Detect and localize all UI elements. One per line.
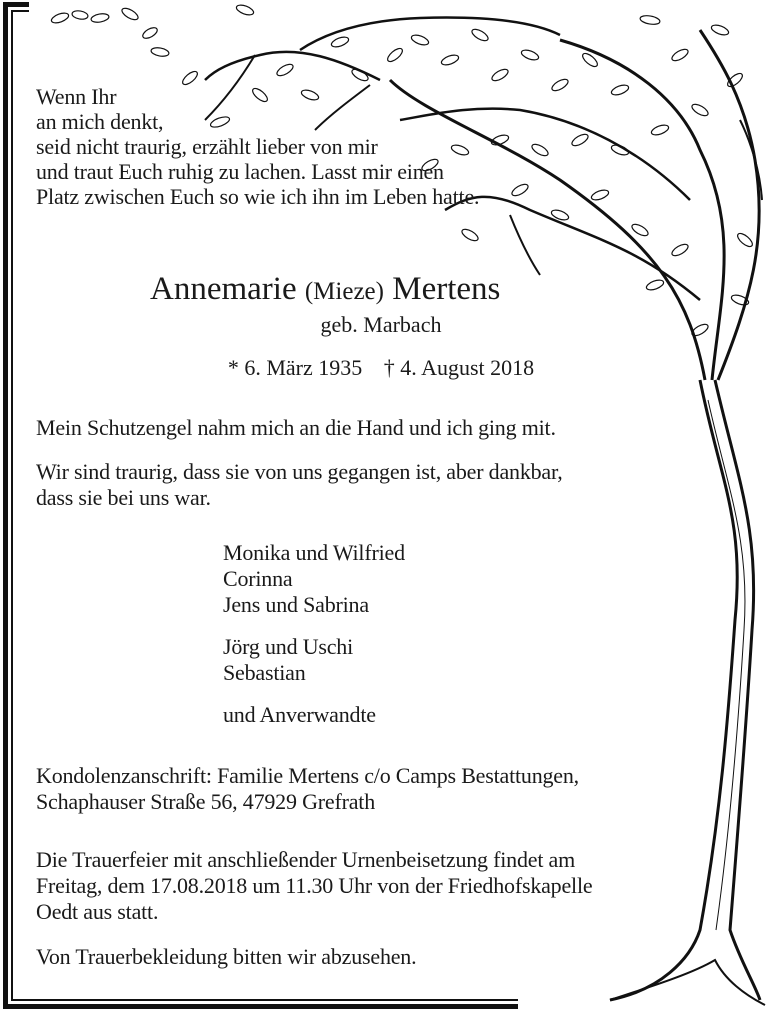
birth-name: geb. Marbach [320,312,442,337]
first-name: Annemarie [150,271,297,307]
message-line: Wir sind traurig, dass sie von uns gegangen ist, aber dankbar, [36,459,563,484]
poem-line: Wenn Ihr [36,84,117,109]
family-member: Jens und Sabrina [223,592,369,617]
family-member: Sebastian [223,660,306,685]
death-date: † 4. August 2018 [383,355,535,380]
service-line: Die Trauerfeier mit anschließender Urnenbeisetzung findet am [36,847,576,872]
family-member: und Anverwandte [223,702,376,727]
condolence-line: Kondolenzanschrift: Familie Mertens c/o Camps Bestattungen, [36,763,579,788]
poem-line: Platz zwischen Euch so wie ich ihn im Leben hatte. [36,184,480,209]
family-member: Jörg und Uschi [223,634,354,659]
poem-block [36,84,479,209]
closing-note: Von Trauerbekleidung bitten wir abzusehen. [36,944,417,969]
quote-text: Mein Schutzengel nahm mich an die Hand und ich ging mit. [36,415,556,440]
life-dates [150,355,612,381]
deceased-name [150,270,500,311]
service-line: Freitag, dem 17.08.2018 um 11.30 Uhr von der Friedhofskapelle [36,873,593,898]
birth-date: * 6. März 1935 [227,355,363,380]
poem-line: und traut Euch ruhig zu lachen. Lasst mir einen [36,159,444,184]
family-member: Corinna [223,566,293,591]
service-line: Oedt aus statt. [36,899,159,924]
condolence-line: Schaphauser Straße 56, 47929 Grefrath [36,789,375,814]
nickname: (Mieze) [304,278,384,305]
poem-line: seid nicht traurig, erzählt lieber von mir [36,134,378,159]
last-name: Mertens [392,271,501,307]
message-line: dass sie bei uns war. [36,485,211,510]
family-member: Monika und Wilfried [223,540,405,565]
poem-line: an mich denkt, [36,109,164,134]
